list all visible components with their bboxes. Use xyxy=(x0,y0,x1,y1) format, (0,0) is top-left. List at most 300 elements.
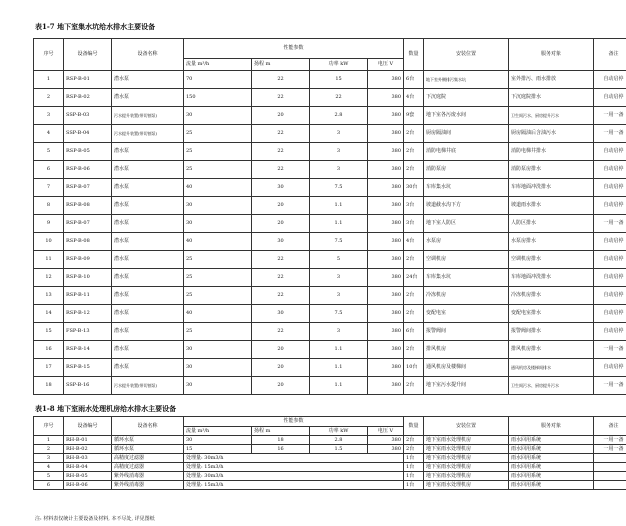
table-row xyxy=(34,341,626,359)
cell-location: 车库集水坑 xyxy=(424,179,509,197)
cell-voltage: 380 xyxy=(368,269,404,287)
cell-power: 3 xyxy=(310,269,368,287)
cell-flow: 30 xyxy=(184,215,252,233)
cell-code: SSP-B-04 xyxy=(64,125,112,143)
cell-location: 地下室污水提升间 xyxy=(424,377,509,395)
cell-head: 20 xyxy=(252,341,310,359)
cell-target: 水泵房排水 xyxy=(509,233,594,251)
cell-name: 潜水泵 xyxy=(112,71,184,89)
cell-qty: 2台 xyxy=(404,161,424,179)
cell-power: 5 xyxy=(310,251,368,269)
cell-power: 3 xyxy=(310,161,368,179)
cell-qty: 2台 xyxy=(404,287,424,305)
table-row xyxy=(34,305,626,323)
cell-target: 车库地面冲洗排水 xyxy=(509,179,594,197)
cell-qty: 30台 xyxy=(404,179,424,197)
cell-power: 7.5 xyxy=(310,179,368,197)
cell-power: 3 xyxy=(310,323,368,341)
cell-code: RH-B-05 xyxy=(64,472,112,481)
cell-target: 排风机房排水 xyxy=(509,341,594,359)
cell-qty: 2台 xyxy=(404,125,424,143)
cell-no: 5 xyxy=(34,472,64,481)
cell-name: 污水提升装置(带切割泵) xyxy=(112,377,184,395)
cell-flow: 30 xyxy=(184,377,252,395)
cell-code: RH-B-06 xyxy=(64,481,112,490)
cell-voltage: 380 xyxy=(368,377,404,395)
cell-voltage: 380 xyxy=(368,359,404,377)
cell-location: 地下室雨水处理机房 xyxy=(424,436,509,445)
cell-remark: 一用一备 xyxy=(594,377,626,395)
cell-location: 水泵房 xyxy=(424,233,509,251)
cell-remark: 自动启停 xyxy=(594,89,626,107)
table2-title: 表1-8 地下室雨水处理机房给水排水主要设备 xyxy=(35,404,177,413)
table-note: 注: 材料表仅统计主要设备及材料, 本不尽处, 详见图纸 xyxy=(35,516,155,522)
cell-qty: 1台 xyxy=(404,463,424,472)
cell-head: 30 xyxy=(252,305,310,323)
cell-name: 潜水泵 xyxy=(112,287,184,305)
cell-voltage: 380 xyxy=(368,125,404,143)
cell-head: 20 xyxy=(252,377,310,395)
cell-remark: 自动启停 xyxy=(594,305,626,323)
cell-location: 消防电梯井底 xyxy=(424,143,509,161)
cell-flow: 25 xyxy=(184,323,252,341)
header-power: 功率 kW xyxy=(310,427,368,436)
cell-flow: 25 xyxy=(184,125,252,143)
cell-remark: 自动启停 xyxy=(594,323,626,341)
cell-voltage: 380 xyxy=(368,215,404,233)
cell-flow: 25 xyxy=(184,287,252,305)
cell-head: 22 xyxy=(252,143,310,161)
cell-remark: 自动启停 xyxy=(594,143,626,161)
cell-location: 厨房隔油间 xyxy=(424,125,509,143)
cell-code: SSP-B-03 xyxy=(64,107,112,125)
cell-power: 7.5 xyxy=(310,305,368,323)
table1-header-row xyxy=(34,39,626,59)
table2-header-row xyxy=(34,417,626,427)
cell-flow: 25 xyxy=(184,269,252,287)
cell-location: 排风机房 xyxy=(424,341,509,359)
cell-qty: 2台 xyxy=(404,377,424,395)
cell-no: 1 xyxy=(34,436,64,445)
cell-qty: 3台 xyxy=(404,197,424,215)
header-qty: 数量 xyxy=(404,417,424,436)
cell-location: 车库集水坑 xyxy=(424,269,509,287)
header-code: 设备编号 xyxy=(64,39,112,71)
table-row xyxy=(34,269,626,287)
cell-target: 变配电室排水 xyxy=(509,305,594,323)
cell-no: 6 xyxy=(34,481,64,490)
cell-location: 坡道截水沟下方 xyxy=(424,197,509,215)
cell-power: 1.1 xyxy=(310,341,368,359)
cell-head: 20 xyxy=(252,215,310,233)
cell-head: 22 xyxy=(252,323,310,341)
cell-no: 2 xyxy=(34,89,64,107)
table-row xyxy=(34,463,626,472)
cell-voltage: 380 xyxy=(368,445,404,454)
cell-code: RSP-B-08 xyxy=(64,197,112,215)
table-row xyxy=(34,215,626,233)
cell-head: 20 xyxy=(252,197,310,215)
cell-head: 22 xyxy=(252,89,310,107)
cell-no: 9 xyxy=(34,215,64,233)
cell-head: 22 xyxy=(252,125,310,143)
header-qty: 数量 xyxy=(404,39,424,71)
cell-code: RSP-B-07 xyxy=(64,215,112,233)
cell-voltage: 380 xyxy=(368,71,404,89)
cell-target: 室外排污、雨水排放 xyxy=(509,71,594,89)
cell-head: 22 xyxy=(252,71,310,89)
cell-qty: 2台 xyxy=(404,305,424,323)
cell-qty: 24台 xyxy=(404,269,424,287)
cell-code: RSP-B-09 xyxy=(64,251,112,269)
cell-no: 16 xyxy=(34,341,64,359)
header-target: 服务对象 xyxy=(509,417,594,436)
cell-code: RSP-B-01 xyxy=(64,71,112,89)
cell-target: 雨水回用系统 xyxy=(509,481,594,490)
table-row xyxy=(34,71,626,89)
cell-no: 18 xyxy=(34,377,64,395)
cell-name: 潜水泵 xyxy=(112,161,184,179)
cell-power: 3 xyxy=(310,143,368,161)
cell-power: 22 xyxy=(310,89,368,107)
cell-voltage: 380 xyxy=(368,323,404,341)
table-row xyxy=(34,436,626,445)
cell-location: 变配电室 xyxy=(424,305,509,323)
cell-name: 潜水泵 xyxy=(112,143,184,161)
table-row xyxy=(34,323,626,341)
cell-power: 1.1 xyxy=(310,197,368,215)
cell-name: 循环水泵 xyxy=(112,436,184,445)
cell-remark: 一用一备 xyxy=(594,107,626,125)
cell-target: 雨水回用系统 xyxy=(509,454,594,463)
table1 xyxy=(33,38,626,395)
cell-code: FSP-B-13 xyxy=(64,323,112,341)
cell-name: 潜水泵 xyxy=(112,179,184,197)
cell-flow: 30 xyxy=(184,341,252,359)
header-flow: 流量 m³/h xyxy=(184,59,252,71)
cell-code: RH-B-04 xyxy=(64,463,112,472)
cell-location: 通风机房及楼梯间 xyxy=(424,359,509,377)
table-row xyxy=(34,445,626,454)
cell-power: 1.5 xyxy=(310,445,368,454)
cell-qty: 6台 xyxy=(404,71,424,89)
cell-head: 22 xyxy=(252,269,310,287)
cell-code: RSP-B-10 xyxy=(64,269,112,287)
cell-qty: 2台 xyxy=(404,143,424,161)
cell-qty: 2台 xyxy=(404,251,424,269)
cell-remark: 自动启停 xyxy=(594,287,626,305)
cell-head: 22 xyxy=(252,161,310,179)
cell-target: 坡道雨水排水 xyxy=(509,197,594,215)
cell-power: 7.5 xyxy=(310,233,368,251)
cell-name: 潜水泵 xyxy=(112,269,184,287)
cell-power: 2.8 xyxy=(310,107,368,125)
header-no: 序号 xyxy=(34,417,64,436)
cell-remark: 自动启停 xyxy=(594,179,626,197)
cell-target: 空调机房排水 xyxy=(509,251,594,269)
cell-flow: 25 xyxy=(184,161,252,179)
cell-head: 18 xyxy=(252,436,310,445)
cell-voltage: 380 xyxy=(368,107,404,125)
cell-voltage: 380 xyxy=(368,161,404,179)
header-voltage: 电压 V xyxy=(368,59,404,71)
cell-no: 10 xyxy=(34,233,64,251)
cell-remark: 自动启停 xyxy=(594,71,626,89)
cell-no: 6 xyxy=(34,161,64,179)
cell-spec: 处理量: 15m3/h xyxy=(184,481,404,490)
cell-head: 22 xyxy=(252,287,310,305)
cell-location: 空调机房 xyxy=(424,251,509,269)
table-row xyxy=(34,472,626,481)
cell-qty: 9套 xyxy=(404,107,424,125)
cell-location: 地下室雨水处理机房 xyxy=(424,472,509,481)
table-row xyxy=(34,454,626,463)
cell-no: 12 xyxy=(34,269,64,287)
table2 xyxy=(33,416,626,490)
cell-name: 潜水泵 xyxy=(112,341,184,359)
cell-location: 报警阀间 xyxy=(424,323,509,341)
cell-target: 厨房隔油后含油污水 xyxy=(509,125,594,143)
cell-voltage: 380 xyxy=(368,341,404,359)
cell-name: 污水提升装置(带切割泵) xyxy=(112,107,184,125)
cell-no: 2 xyxy=(34,445,64,454)
cell-qty: 10台 xyxy=(404,359,424,377)
cell-location: 冷冻机房 xyxy=(424,287,509,305)
cell-code: RSP-B-07 xyxy=(64,179,112,197)
cell-head: 30 xyxy=(252,179,310,197)
header-params: 性能参数 xyxy=(184,417,404,427)
cell-no: 11 xyxy=(34,251,64,269)
cell-power: 3 xyxy=(310,287,368,305)
cell-remark: 自动启停 xyxy=(594,269,626,287)
cell-power: 2.8 xyxy=(310,436,368,445)
cell-flow: 30 xyxy=(184,359,252,377)
cell-code: RSP-B-02 xyxy=(64,89,112,107)
cell-remark xyxy=(594,463,626,472)
cell-location: 地下室雨水处理机房 xyxy=(424,454,509,463)
cell-target: 消防电梯井排水 xyxy=(509,143,594,161)
table-row xyxy=(34,197,626,215)
cell-flow: 40 xyxy=(184,179,252,197)
cell-code: RH-B-01 xyxy=(64,436,112,445)
header-head: 扬程 m xyxy=(252,427,310,436)
cell-code: RH-B-03 xyxy=(64,454,112,463)
cell-code: RSP-B-12 xyxy=(64,305,112,323)
cell-voltage: 380 xyxy=(368,287,404,305)
cell-target: 报警阀间排水 xyxy=(509,323,594,341)
cell-target: 卫生间污水、厨房提升污水 xyxy=(509,107,594,125)
cell-remark: 自动启停 xyxy=(594,359,626,377)
header-target: 服务对象 xyxy=(509,39,594,71)
table-row xyxy=(34,143,626,161)
cell-remark: 一用一备 xyxy=(594,125,626,143)
cell-spec: 处理量: 30m3/h xyxy=(184,454,404,463)
cell-name: 循环水泵 xyxy=(112,445,184,454)
cell-name: 潜水泵 xyxy=(112,305,184,323)
cell-qty: 2台 xyxy=(404,341,424,359)
cell-target: 下沉庭院排水 xyxy=(509,89,594,107)
cell-location: 地下室雨水处理机房 xyxy=(424,481,509,490)
cell-power: 1.1 xyxy=(310,215,368,233)
cell-remark xyxy=(594,472,626,481)
cell-target: 人防区排水 xyxy=(509,215,594,233)
cell-code: RSP-B-08 xyxy=(64,233,112,251)
cell-no: 5 xyxy=(34,143,64,161)
cell-no: 14 xyxy=(34,305,64,323)
cell-qty: 2台 xyxy=(404,445,424,454)
cell-head: 20 xyxy=(252,107,310,125)
cell-flow: 25 xyxy=(184,251,252,269)
cell-remark: 一用一备 xyxy=(594,215,626,233)
cell-flow: 40 xyxy=(184,233,252,251)
cell-spec: 处理量: 30m3/h xyxy=(184,472,404,481)
cell-flow: 30 xyxy=(184,107,252,125)
cell-location: 地下室雨水处理机房 xyxy=(424,463,509,472)
cell-remark: 一用一备 xyxy=(594,436,626,445)
header-voltage: 电压 V xyxy=(368,427,404,436)
cell-flow: 30 xyxy=(184,197,252,215)
cell-remark: 自动启停 xyxy=(594,251,626,269)
cell-location: 地下室雨水处理机房 xyxy=(424,445,509,454)
cell-voltage: 380 xyxy=(368,305,404,323)
cell-name: 潜水泵 xyxy=(112,359,184,377)
cell-code: SSP-B-16 xyxy=(64,377,112,395)
cell-voltage: 380 xyxy=(368,233,404,251)
cell-name: 潜水泵 xyxy=(112,323,184,341)
table-row xyxy=(34,287,626,305)
header-code: 设备编号 xyxy=(64,417,112,436)
cell-name: 污水提升装置(带切割泵) xyxy=(112,125,184,143)
header-flow: 流量 m³/h xyxy=(184,427,252,436)
cell-spec: 处理量: 15m3/h xyxy=(184,463,404,472)
cell-flow: 150 xyxy=(184,89,252,107)
cell-target: 冷冻机房排水 xyxy=(509,287,594,305)
cell-flow: 30 xyxy=(184,436,252,445)
cell-voltage: 380 xyxy=(368,143,404,161)
cell-voltage: 380 xyxy=(368,179,404,197)
cell-voltage: 380 xyxy=(368,436,404,445)
cell-no: 13 xyxy=(34,287,64,305)
cell-target: 通风机房及楼梯间排水 xyxy=(509,359,594,377)
table-row xyxy=(34,89,626,107)
cell-remark xyxy=(594,481,626,490)
header-remark: 备注 xyxy=(594,417,626,436)
cell-target: 雨水回用系统 xyxy=(509,445,594,454)
cell-code: RSP-B-06 xyxy=(64,161,112,179)
table-row xyxy=(34,233,626,251)
table-row xyxy=(34,251,626,269)
cell-target: 雨水回用系统 xyxy=(509,436,594,445)
cell-qty: 6台 xyxy=(404,323,424,341)
header-head: 扬程 m xyxy=(252,59,310,71)
cell-flow: 15 xyxy=(184,445,252,454)
cell-no: 8 xyxy=(34,197,64,215)
cell-target: 消防泵房排水 xyxy=(509,161,594,179)
cell-name: 紫外线消毒器 xyxy=(112,481,184,490)
cell-head: 16 xyxy=(252,445,310,454)
cell-location: 下沉庭院 xyxy=(424,89,509,107)
cell-target: 雨水回用系统 xyxy=(509,472,594,481)
cell-code: RSP-B-15 xyxy=(64,359,112,377)
table-row xyxy=(34,481,626,490)
header-params: 性能参数 xyxy=(184,39,404,59)
cell-code: RH-B-02 xyxy=(64,445,112,454)
table-row xyxy=(34,377,626,395)
cell-name: 紫外线消毒器 xyxy=(112,472,184,481)
cell-name: 高精度过滤器 xyxy=(112,463,184,472)
table1-title: 表1-7 地下室集水坑给水排水主要设备 xyxy=(35,22,156,31)
cell-remark: 自动启停 xyxy=(594,161,626,179)
cell-no: 4 xyxy=(34,463,64,472)
header-no: 序号 xyxy=(34,39,64,71)
cell-qty: 2台 xyxy=(404,436,424,445)
cell-no: 17 xyxy=(34,359,64,377)
table-row xyxy=(34,107,626,125)
cell-voltage: 380 xyxy=(368,251,404,269)
cell-no: 15 xyxy=(34,323,64,341)
header-loc: 安装位置 xyxy=(424,417,509,436)
cell-flow: 40 xyxy=(184,305,252,323)
cell-power: 1.1 xyxy=(310,377,368,395)
cell-flow: 70 xyxy=(184,71,252,89)
cell-remark: 自动启停 xyxy=(594,233,626,251)
cell-voltage: 380 xyxy=(368,197,404,215)
cell-remark: 自动启停 xyxy=(594,197,626,215)
cell-location: 地下室各污废水间 xyxy=(424,107,509,125)
cell-name: 高精度过滤器 xyxy=(112,454,184,463)
cell-power: 3 xyxy=(310,125,368,143)
cell-qty: 4台 xyxy=(404,89,424,107)
header-loc: 安装位置 xyxy=(424,39,509,71)
cell-voltage: 380 xyxy=(368,89,404,107)
cell-remark xyxy=(594,454,626,463)
cell-no: 7 xyxy=(34,179,64,197)
cell-qty: 3台 xyxy=(404,215,424,233)
cell-no: 3 xyxy=(34,454,64,463)
cell-no: 1 xyxy=(34,71,64,89)
cell-no: 3 xyxy=(34,107,64,125)
cell-qty: 1台 xyxy=(404,454,424,463)
table-row xyxy=(34,161,626,179)
cell-power: 15 xyxy=(310,71,368,89)
cell-name: 潜水泵 xyxy=(112,197,184,215)
cell-remark: 一用一备 xyxy=(594,445,626,454)
cell-code: RSP-B-14 xyxy=(64,341,112,359)
cell-flow: 25 xyxy=(184,143,252,161)
cell-location: 地下室外侧排污集水坑 xyxy=(424,71,509,89)
header-name: 设备名称 xyxy=(112,417,184,436)
table-row xyxy=(34,125,626,143)
cell-qty: 1台 xyxy=(404,481,424,490)
cell-head: 30 xyxy=(252,233,310,251)
cell-target: 车库地面冲洗排水 xyxy=(509,269,594,287)
cell-code: RSP-B-11 xyxy=(64,287,112,305)
cell-target: 雨水回用系统 xyxy=(509,463,594,472)
header-power: 功率 kW xyxy=(310,59,368,71)
cell-qty: 1台 xyxy=(404,472,424,481)
cell-location: 地下室人防区 xyxy=(424,215,509,233)
table-row xyxy=(34,359,626,377)
cell-name: 潜水泵 xyxy=(112,251,184,269)
cell-name: 潜水泵 xyxy=(112,233,184,251)
cell-location: 消防泵房 xyxy=(424,161,509,179)
cell-name: 潜水泵 xyxy=(112,89,184,107)
header-name: 设备名称 xyxy=(112,39,184,71)
cell-head: 22 xyxy=(252,251,310,269)
cell-code: RSP-B-05 xyxy=(64,143,112,161)
cell-remark: 一用一备 xyxy=(594,341,626,359)
cell-qty: 4台 xyxy=(404,233,424,251)
